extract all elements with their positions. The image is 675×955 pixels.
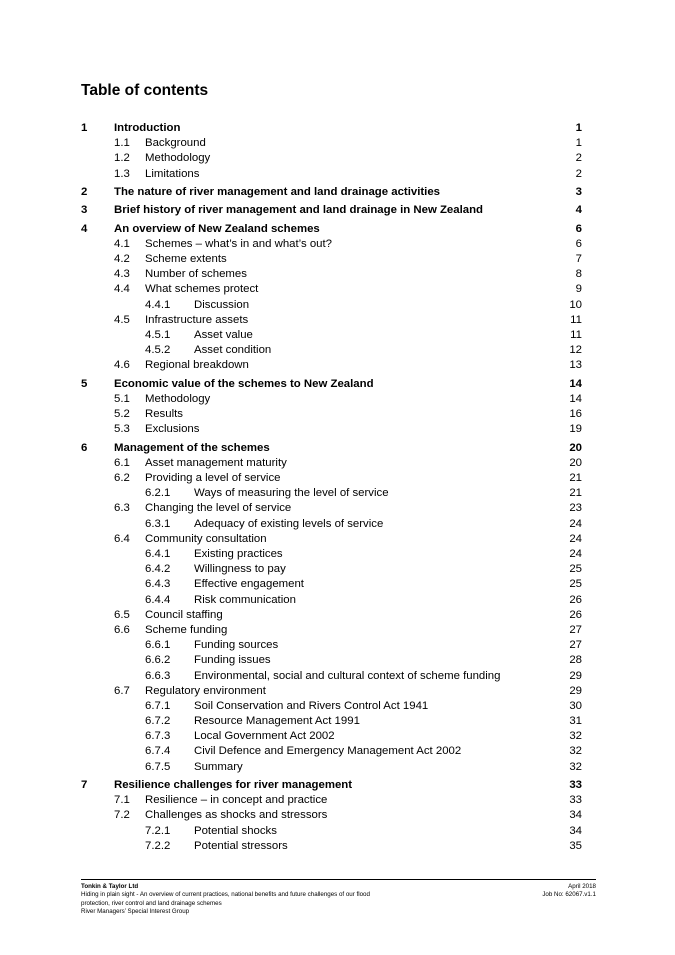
toc-entry-number: 1 (81, 122, 88, 134)
toc-entry-title: Management of the schemes (114, 441, 270, 454)
toc-entry[interactable] (81, 407, 582, 422)
toc-entry-title: Schemes – what’s in and what’s out? (145, 237, 333, 250)
toc-entry-number: 1.3 (114, 167, 130, 180)
toc-entry-number: 1.1 (114, 137, 130, 150)
toc-entry-page: 11 (570, 329, 582, 341)
footer-divider (81, 879, 596, 880)
toc-entry[interactable] (81, 441, 582, 456)
toc-entry-title: Exclusions (145, 423, 200, 436)
toc-entry-title: Asset management maturity (145, 456, 287, 469)
toc-entry-number: 6.7.2 (145, 715, 171, 728)
toc-entry[interactable] (81, 729, 582, 744)
toc-entry-page: 2 (575, 167, 582, 180)
toc-entry-number: 6.6.1 (145, 639, 171, 652)
toc-entry-title: Discussion (194, 298, 250, 311)
toc-entry-page: 31 (569, 715, 582, 728)
toc-entry-page: 16 (569, 408, 582, 421)
toc-entry[interactable] (81, 377, 582, 392)
toc-entry-title: Funding issues (194, 654, 271, 667)
toc-entry-page: 29 (569, 669, 582, 682)
toc-entry-title: What schemes protect (145, 283, 259, 296)
toc-entry-page: 24 (569, 548, 582, 560)
toc-entry[interactable] (81, 392, 582, 407)
toc-entry-page: 20 (569, 441, 582, 454)
toc-entry[interactable] (81, 167, 582, 182)
toc-entry-number: 7.2.1 (145, 824, 171, 837)
footer-client: River Managers’ Special Interest Group (81, 907, 190, 915)
toc-entry-title: Local Government Act 2002 (194, 730, 335, 743)
toc-entry-number: 6.6.2 (145, 654, 171, 667)
toc-entry-number: 6.4.4 (145, 593, 171, 606)
toc-entry-title: Effective engagement (194, 578, 304, 591)
toc-entry-title: Resource Management Act 1991 (194, 715, 360, 728)
toc-entry[interactable] (81, 282, 582, 297)
toc-entry-title: Summary (194, 760, 243, 773)
toc-entry-page: 7 (575, 253, 582, 266)
toc-entry[interactable] (81, 501, 582, 516)
toc-entry-page: 6 (575, 222, 582, 235)
footer-job-number: Job No: 62067.v1.1 (542, 891, 596, 899)
toc-entry-page: 32 (569, 730, 582, 743)
toc-entry-number: 7.2 (114, 809, 130, 822)
toc-entry[interactable] (81, 267, 582, 282)
toc-entry[interactable] (81, 824, 582, 839)
toc-entry-number: 6.7 (114, 684, 130, 697)
toc-entry-title: Introduction (114, 122, 181, 134)
toc-entry-page: 32 (569, 745, 582, 758)
toc-entry-title: Community consultation (145, 532, 267, 545)
toc-entry-number: 1.2 (114, 152, 130, 165)
toc-entry-number: 4.3 (114, 268, 130, 281)
toc-entry-title: Providing a level of service (145, 472, 281, 485)
toc-entry-number: 6.2 (114, 472, 130, 485)
toc-entry-number: 4.4 (114, 283, 130, 296)
toc-entry-title: Ways of measuring the level of service (194, 487, 389, 500)
toc-entry-page: 9 (575, 283, 582, 296)
toc-entry[interactable] (81, 638, 582, 653)
toc-entry-page: 30 (569, 699, 582, 712)
toc-entry-title: Results (145, 408, 183, 421)
toc-entry-title: Council staffing (145, 608, 223, 621)
toc-entry-number: 6.4 (114, 532, 130, 545)
toc-entry[interactable] (81, 547, 582, 562)
toc-entry[interactable] (81, 313, 582, 328)
toc-entry-page: 24 (569, 532, 582, 545)
toc-entry[interactable] (81, 328, 582, 343)
toc-entry[interactable] (81, 343, 582, 358)
toc-entry[interactable] (81, 252, 582, 267)
toc-entry-number: 6.4.3 (145, 578, 171, 591)
toc-entry-page: 13 (569, 359, 582, 372)
toc-entry-page: 1 (575, 137, 582, 150)
footer-doc-title-line2: protection, river control and land drainage schemes (81, 899, 222, 907)
toc-entry-title: Environmental, social and cultural context of scheme funding (194, 669, 501, 682)
toc-entry[interactable] (81, 222, 582, 237)
toc-entry-page: 33 (569, 779, 582, 791)
toc-entry-number: 4.5 (114, 313, 130, 326)
toc-entry-page: 21 (569, 472, 582, 485)
toc-entry[interactable] (81, 653, 582, 668)
toc-entry-title: Background (145, 137, 206, 150)
toc-entry-number: 4.5.1 (145, 329, 171, 341)
toc-entry-number: 6.3.1 (145, 517, 171, 530)
toc-entry-number: 5.3 (114, 423, 130, 436)
toc-entry-number: 2 (81, 185, 88, 198)
toc-entry-page: 12 (569, 344, 582, 357)
toc-entry-number: 6.5 (114, 608, 130, 621)
toc-entry-title: Resilience challenges for river management (114, 779, 353, 791)
toc-entry-title: Brief history of river management and land drainage in New Zealand (114, 204, 484, 217)
toc-entry-number: 4 (81, 222, 88, 235)
toc-entry-title: Challenges as shocks and stressors (145, 809, 328, 822)
toc-entry-number: 7 (81, 779, 88, 791)
toc-entry-page: 26 (569, 608, 582, 621)
toc-entry-page: 19 (569, 423, 582, 436)
toc-entry-page: 35 (569, 839, 582, 852)
toc-entry-title: Adequacy of existing levels of service (194, 517, 384, 530)
toc-entry-number: 6.7.5 (145, 760, 171, 773)
toc-entry-page: 32 (569, 760, 582, 773)
toc-entry-title: Potential shocks (194, 824, 277, 837)
toc-entry[interactable] (81, 760, 582, 775)
toc-entry-number: 7.2.2 (145, 839, 171, 852)
toc-entry[interactable] (81, 151, 582, 166)
toc-entry-title: Methodology (145, 392, 211, 405)
toc-entry-title: Existing practices (194, 548, 283, 560)
toc-entry[interactable] (81, 744, 582, 759)
toc-entry-page: 25 (569, 578, 582, 591)
toc-entry-page: 27 (569, 623, 582, 636)
footer-date: April 2018 (568, 883, 596, 890)
toc-entry-page: 4 (575, 204, 582, 217)
toc-entry[interactable] (81, 456, 582, 471)
toc-entry-page: 34 (569, 824, 582, 837)
toc-entry-page: 1 (575, 122, 582, 134)
toc-entry-title: Infrastructure assets (145, 313, 249, 326)
toc-entry[interactable] (81, 577, 582, 592)
toc-entry-number: 6.6.3 (145, 669, 171, 682)
toc-entry[interactable] (81, 808, 582, 823)
toc-entry[interactable] (81, 778, 582, 793)
toc-entry[interactable] (81, 562, 582, 577)
toc-entry[interactable] (81, 623, 582, 638)
toc-entry[interactable] (81, 203, 582, 218)
toc-entry-page: 33 (569, 794, 582, 807)
toc-entry-title: Asset value (194, 329, 253, 341)
toc-entry[interactable] (81, 486, 582, 501)
footer-doc-title-line1: Hiding in plain sight - An overview of current practices, national benefits and future challenges of our flood (81, 891, 370, 899)
toc-entry-title: Scheme extents (145, 253, 227, 266)
toc-entry-number: 6 (81, 441, 88, 454)
toc-entry-number: 3 (81, 204, 88, 217)
table-of-contents (81, 121, 582, 854)
toc-entry-page: 6 (575, 237, 582, 250)
toc-entry-number: 5 (81, 377, 88, 390)
toc-entry[interactable] (81, 532, 582, 547)
toc-entry-title: The nature of river management and land drainage activities (114, 185, 440, 198)
toc-entry-title: Asset condition (194, 344, 272, 357)
toc-entry-title: Regulatory environment (145, 684, 266, 697)
toc-entry-page: 23 (569, 502, 582, 515)
toc-entry[interactable] (81, 714, 582, 729)
toc-entry-title: Regional breakdown (145, 359, 249, 372)
toc-entry-number: 4.1 (114, 237, 130, 250)
toc-entry-number: 7.1 (114, 794, 130, 807)
toc-entry-page: 3 (575, 185, 582, 198)
toc-entry[interactable] (81, 136, 582, 151)
toc-entry[interactable] (81, 684, 582, 699)
toc-entry[interactable] (81, 471, 582, 486)
toc-entry-title: Number of schemes (145, 268, 247, 281)
toc-entry[interactable] (81, 121, 582, 136)
toc-entry-number: 6.7.1 (145, 699, 171, 712)
toc-entry-page: 8 (575, 268, 582, 281)
footer-company: Tonkin & Taylor Ltd (81, 883, 139, 890)
toc-entry[interactable] (81, 839, 582, 854)
toc-entry-title: Soil Conservation and Rivers Control Act 1941 (194, 699, 429, 712)
toc-entry-number: 6.1 (114, 456, 130, 469)
toc-entry-title: Changing the level of service (145, 502, 292, 515)
toc-entry[interactable] (81, 237, 582, 252)
toc-entry-page: 11 (570, 313, 582, 326)
footer-left (81, 883, 441, 916)
toc-entry-page: 27 (569, 639, 582, 652)
toc-entry-title: Resilience – in concept and practice (145, 794, 328, 807)
toc-entry[interactable] (81, 699, 582, 714)
toc-entry-title: An overview of New Zealand schemes (114, 222, 320, 235)
toc-entry[interactable] (81, 669, 582, 684)
toc-entry-title: Potential stressors (194, 839, 288, 852)
toc-entry-number: 4.5.2 (145, 344, 171, 357)
toc-entry-page: 29 (569, 684, 582, 697)
toc-entry-title: Methodology (145, 152, 211, 165)
toc-entry[interactable] (81, 298, 582, 313)
toc-entry[interactable] (81, 593, 582, 608)
toc-entry-page: 24 (569, 517, 582, 530)
toc-entry-number: 6.7.4 (145, 745, 171, 758)
toc-entry-title: Funding sources (194, 639, 279, 652)
toc-entry-number: 6.7.3 (145, 730, 171, 743)
toc-entry[interactable] (81, 422, 582, 437)
toc-entry-title: Civil Defence and Emergency Management Act 2002 (194, 745, 462, 758)
toc-entry-number: 6.3 (114, 502, 130, 515)
toc-entry-title: Willingness to pay (194, 563, 286, 576)
toc-entry-number: 5.1 (114, 392, 130, 405)
toc-entry-number: 6.2.1 (145, 487, 171, 500)
toc-entry-title: Risk communication (194, 593, 296, 606)
toc-entry-number: 6.6 (114, 623, 130, 636)
toc-entry-title: Limitations (145, 167, 200, 180)
toc-entry-title: Economic value of the schemes to New Zealand (114, 377, 374, 390)
toc-entry[interactable] (81, 517, 582, 532)
toc-entry-page: 2 (575, 152, 582, 165)
toc-entry-number: 4.2 (114, 253, 130, 266)
toc-entry-page: 14 (569, 377, 582, 390)
toc-entry-page: 21 (569, 487, 582, 500)
toc-entry[interactable] (81, 185, 582, 200)
toc-entry-number: 6.4.2 (145, 563, 171, 576)
footer-right (542, 883, 596, 900)
page-title: Table of contents (81, 82, 209, 99)
toc-entry[interactable] (81, 358, 582, 373)
toc-entry-number: 4.6 (114, 359, 130, 372)
toc-entry-title: Scheme funding (145, 623, 228, 636)
toc-entry[interactable] (81, 793, 582, 808)
toc-entry-page: 25 (569, 563, 582, 576)
toc-entry-number: 4.4.1 (145, 298, 171, 311)
toc-entry-number: 6.4.1 (145, 548, 171, 560)
toc-entry[interactable] (81, 608, 582, 623)
toc-entry-page: 28 (569, 654, 582, 667)
toc-entry-page: 20 (569, 456, 582, 469)
toc-entry-page: 26 (569, 593, 582, 606)
toc-entry-number: 5.2 (114, 408, 130, 421)
toc-entry-page: 14 (569, 392, 582, 405)
toc-entry-page: 34 (569, 809, 582, 822)
toc-entry-page: 10 (569, 298, 582, 311)
